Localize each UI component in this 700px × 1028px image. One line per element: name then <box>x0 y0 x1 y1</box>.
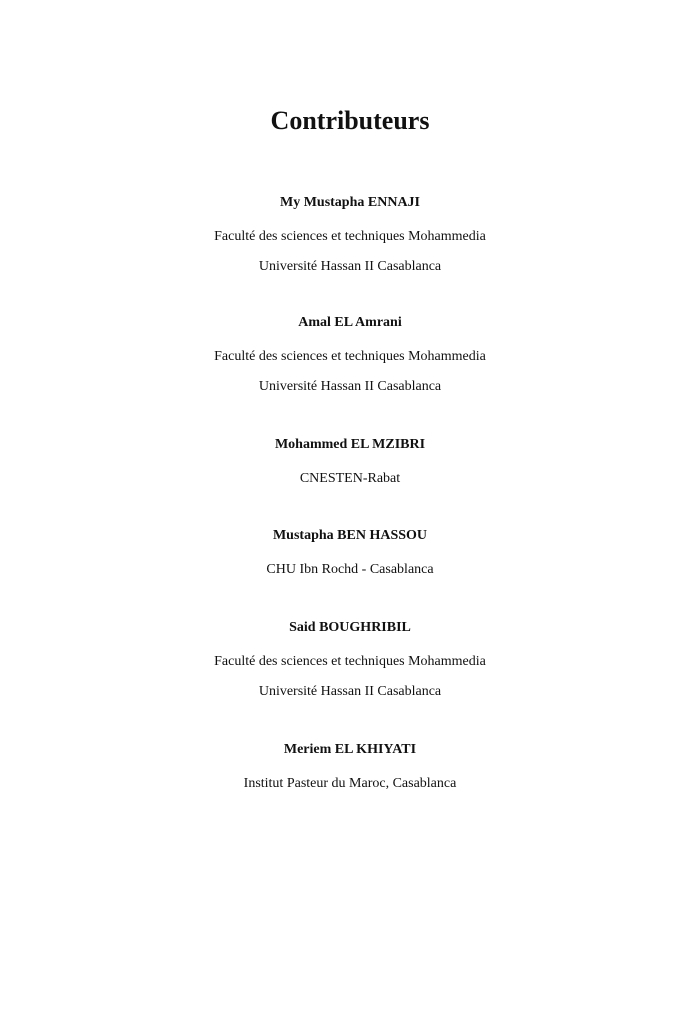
contributor-affiliation: Université Hassan II Casablanca <box>258 379 442 394</box>
contributor-entry <box>0 737 700 799</box>
contributor-name: Mustapha BEN HASSOU <box>272 528 428 543</box>
contributor-affiliation: CNESTEN-Rabat <box>299 471 401 486</box>
contributor-affiliation: Faculté des sciences et techniques Mohammedia <box>214 654 486 669</box>
contributor-affiliation: Université Hassan II Casablanca <box>258 684 442 699</box>
contributor-name: Said BOUGHRIBIL <box>289 620 411 635</box>
contributor-entry <box>0 190 700 282</box>
contributor-affiliation: CHU Ibn Rochd - Casablanca <box>266 562 434 577</box>
contributor-entry <box>0 310 700 402</box>
page-title: Contributeurs <box>270 106 430 135</box>
contributor-affiliation: Institut Pasteur du Maroc, Casablanca <box>243 776 457 791</box>
contributor-entry <box>0 615 700 707</box>
contributor-name: Meriem EL KHIYATI <box>283 742 417 757</box>
contributor-entry <box>0 523 700 585</box>
contributor-name: Mohammed EL MZIBRI <box>274 437 426 452</box>
contributor-name: My Mustapha ENNAJI <box>279 195 420 210</box>
contributor-affiliation: Université Hassan II Casablanca <box>258 259 442 274</box>
contributor-entry <box>0 432 700 494</box>
contributor-affiliation: Faculté des sciences et techniques Mohammedia <box>214 229 486 244</box>
contributor-affiliation: Faculté des sciences et techniques Mohammedia <box>214 349 486 364</box>
contributor-name: Amal EL Amrani <box>298 315 402 330</box>
